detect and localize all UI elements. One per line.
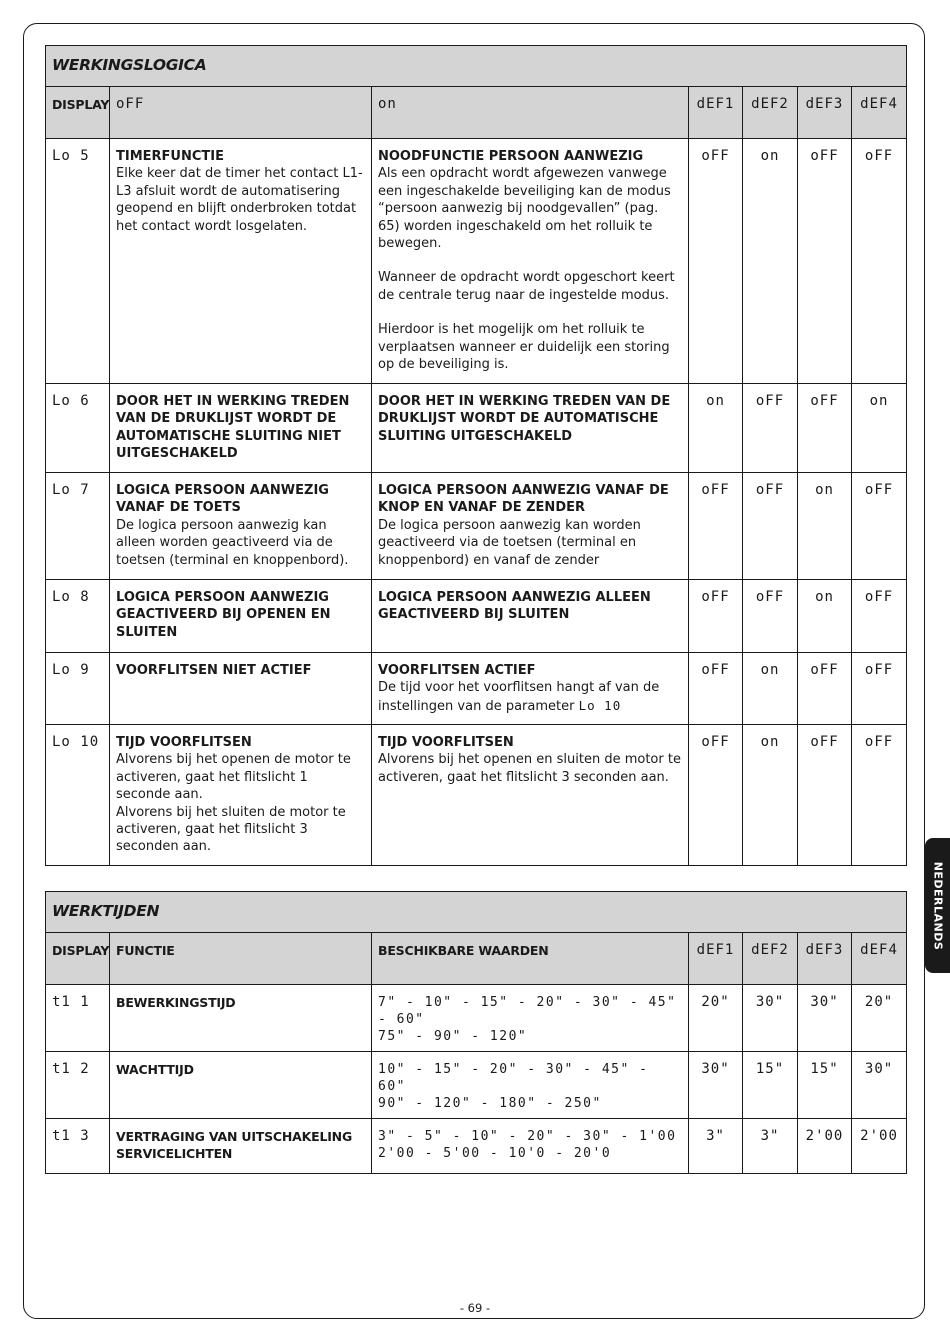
language-label: NEDERLANDS: [931, 861, 944, 950]
table-row: [46, 725, 907, 866]
off-title: TIJD VOORFLITSEN: [116, 735, 252, 750]
off-description: [110, 384, 372, 473]
def3-value: 15": [798, 1052, 852, 1119]
on-text: Als een opdracht wordt afgewezen vanwege een ingeschakelde beveiliging kan de modus “persoon aanwezig bij noodgevallen” (pag. 65) worden ingeschakeld om het rolluik te bewegen.: [378, 166, 671, 252]
on-text: Alvorens bij het openen en sluiten de motor te activeren, gaat het flitslicht 3 seconden aan.: [378, 752, 681, 785]
off-description: [110, 473, 372, 580]
def1-value: oFF: [689, 473, 743, 580]
header-off: oFF: [110, 87, 372, 139]
werkingslogica-header-row: [46, 87, 907, 139]
on-text: De tijd voor het voorflitsen hangt af van de instellingen van de parameter: [378, 680, 660, 714]
header-functie: FUNCTIE: [110, 933, 372, 985]
on-title: TIJD VOORFLITSEN: [378, 735, 514, 750]
header-def4: dEF4: [852, 87, 907, 139]
header-display: DISPLAY: [46, 87, 110, 139]
values-line-1: 10" - 15" - 20" - 30" - 45" - 60": [378, 1062, 649, 1094]
def2-value: on: [743, 653, 798, 725]
header-def3: dEF3: [798, 87, 852, 139]
def2-value: oFF: [743, 384, 798, 473]
off-description: [110, 580, 372, 653]
on-description: [372, 725, 689, 866]
available-values: [372, 1119, 689, 1174]
on-title: LOGICA PERSOON AANWEZIG VANAF DE KNOP EN VANAF DE ZENDER: [378, 483, 669, 516]
def2-value: on: [743, 725, 798, 866]
display-code: t1 3: [46, 1119, 110, 1174]
werktijden-header-row: [46, 933, 907, 985]
def3-value: 30": [798, 985, 852, 1052]
display-code: t1 1: [46, 985, 110, 1052]
def1-value: 30": [689, 1052, 743, 1119]
table-row: [46, 384, 907, 473]
on-title: NOODFUNCTIE PERSOON AANWEZIG: [378, 149, 644, 164]
values-line-2: 75" - 90" - 120": [378, 1029, 528, 1044]
on-description: [372, 139, 689, 384]
on-title: DOOR HET IN WERKING TREDEN VAN DE DRUKLIJST WORDT DE AUTOMATISCHE SLUITING UITGESCHAKELD: [378, 394, 671, 444]
werktijden-table: [45, 891, 907, 1174]
def2-value: 30": [743, 985, 798, 1052]
off-title: TIMERFUNCTIE: [116, 149, 224, 164]
def4-value: on: [852, 384, 907, 473]
table-row: [46, 1119, 907, 1174]
def3-value: oFF: [798, 725, 852, 866]
header-def2: dEF2: [743, 87, 798, 139]
header-on: on: [372, 87, 689, 139]
display-code: Lo 6: [46, 384, 110, 473]
display-code: Lo 10: [46, 725, 110, 866]
def1-value: 3": [689, 1119, 743, 1174]
def1-value: oFF: [689, 139, 743, 384]
table-row: [46, 580, 907, 653]
def2-value: oFF: [743, 473, 798, 580]
display-code: Lo 5: [46, 139, 110, 384]
table-row: [46, 139, 907, 384]
def1-value: on: [689, 384, 743, 473]
on-text-3: Hierdoor is het mogelijk om het rolluik te verplaatsen wanneer er duidelijk een storing op de beveiliging is.: [378, 322, 670, 373]
table-row: [46, 985, 907, 1052]
values-line-1: 7" - 10" - 15" - 20" - 30" - 45" - 60": [378, 995, 677, 1027]
on-description: [372, 653, 689, 725]
display-code: Lo 7: [46, 473, 110, 580]
off-text: Elke keer dat de timer het contact L1-L3 afsluit wordt de automatisering geopend en blijft onderbroken totdat het contact wordt losgelaten.: [116, 166, 363, 234]
def4-value: oFF: [852, 139, 907, 384]
header-def1: dEF1: [689, 933, 743, 985]
def4-value: 20": [852, 985, 907, 1052]
def3-value: oFF: [798, 384, 852, 473]
off-title: DOOR HET IN WERKING TREDEN VAN DE DRUKLIJST WORDT DE AUTOMATISCHE SLUITING NIET UITGESCHAKELD: [116, 394, 350, 462]
off-description: [110, 653, 372, 725]
on-param: Lo 10: [578, 697, 622, 713]
language-side-tab: [925, 838, 950, 973]
page-number: - 69 -: [459, 1301, 491, 1315]
off-text-2: Alvorens bij het sluiten de motor te activeren, gaat het flitslicht 3 seconden aan.: [116, 804, 346, 855]
def1-value: 20": [689, 985, 743, 1052]
def2-value: 3": [743, 1119, 798, 1174]
off-title: LOGICA PERSOON AANWEZIG VANAF DE TOETS: [116, 483, 329, 516]
def4-value: oFF: [852, 653, 907, 725]
def2-value: 15": [743, 1052, 798, 1119]
values-line-2: 90" - 120" - 180" - 250": [378, 1096, 602, 1111]
header-def1: dEF1: [689, 87, 743, 139]
functie-label: WACHTTIJD: [110, 1052, 372, 1119]
werkingslogica-title: WERKINGSLOGICA: [46, 46, 907, 87]
def1-value: oFF: [689, 725, 743, 866]
off-text: De logica persoon aanwezig kan alleen worden geactiveerd via de toetsen (terminal en knoppenbord).: [116, 517, 349, 568]
on-title: LOGICA PERSOON AANWEZIG ALLEEN GEACTIVEERD BIJ SLUITEN: [378, 590, 651, 623]
table-row: [46, 1052, 907, 1119]
def4-value: 30": [852, 1052, 907, 1119]
off-text: Alvorens bij het openen de motor te activeren, gaat het flitslicht 1 seconde aan.: [116, 752, 351, 803]
header-def4: dEF4: [852, 933, 907, 985]
def3-value: oFF: [798, 653, 852, 725]
functie-label: VERTRAGING VAN UITSCHAKELING SERVICELICHTEN: [110, 1119, 372, 1174]
display-code: Lo 9: [46, 653, 110, 725]
def1-value: oFF: [689, 580, 743, 653]
values-line-2: 2'00 - 5'00 - 10'0 - 20'0: [378, 1146, 612, 1161]
werktijden-title: WERKTIJDEN: [46, 892, 907, 933]
values-line-1: 3" - 5" - 10" - 20" - 30" - 1'00: [378, 1129, 677, 1144]
available-values: [372, 1052, 689, 1119]
header-waarden: BESCHIKBARE WAARDEN: [372, 933, 689, 985]
off-description: [110, 139, 372, 384]
off-description: [110, 725, 372, 866]
header-def3: dEF3: [798, 933, 852, 985]
display-code: t1 2: [46, 1052, 110, 1119]
def4-value: oFF: [852, 580, 907, 653]
table-row: [46, 473, 907, 580]
def3-value: oFF: [798, 139, 852, 384]
available-values: [372, 985, 689, 1052]
on-description: [372, 473, 689, 580]
on-text-2: Wanneer de opdracht wordt opgeschort keert de centrale terug naar de ingestelde modus.: [378, 270, 675, 303]
header-def2: dEF2: [743, 933, 798, 985]
on-text: De logica persoon aanwezig kan worden geactiveerd via de toetsen (terminal en knoppenbord) en vanaf de zender: [378, 517, 641, 568]
display-code: Lo 8: [46, 580, 110, 653]
table-row: [46, 653, 907, 725]
def3-value: on: [798, 473, 852, 580]
def4-value: 2'00: [852, 1119, 907, 1174]
def3-value: on: [798, 580, 852, 653]
def4-value: oFF: [852, 473, 907, 580]
def2-value: oFF: [743, 580, 798, 653]
off-title: LOGICA PERSOON AANWEZIG GEACTIVEERD BIJ OPENEN EN SLUITEN: [116, 590, 331, 640]
functie-label: BEWERKINGSTIJD: [110, 985, 372, 1052]
def1-value: oFF: [689, 653, 743, 725]
def4-value: oFF: [852, 725, 907, 866]
def2-value: on: [743, 139, 798, 384]
off-title: VOORFLITSEN NIET ACTIEF: [116, 663, 312, 678]
on-description: [372, 384, 689, 473]
on-description: [372, 580, 689, 653]
def3-value: 2'00: [798, 1119, 852, 1174]
on-title: VOORFLITSEN ACTIEF: [378, 663, 536, 678]
werkingslogica-table: [45, 45, 907, 866]
header-display: DISPLAY: [46, 933, 110, 985]
